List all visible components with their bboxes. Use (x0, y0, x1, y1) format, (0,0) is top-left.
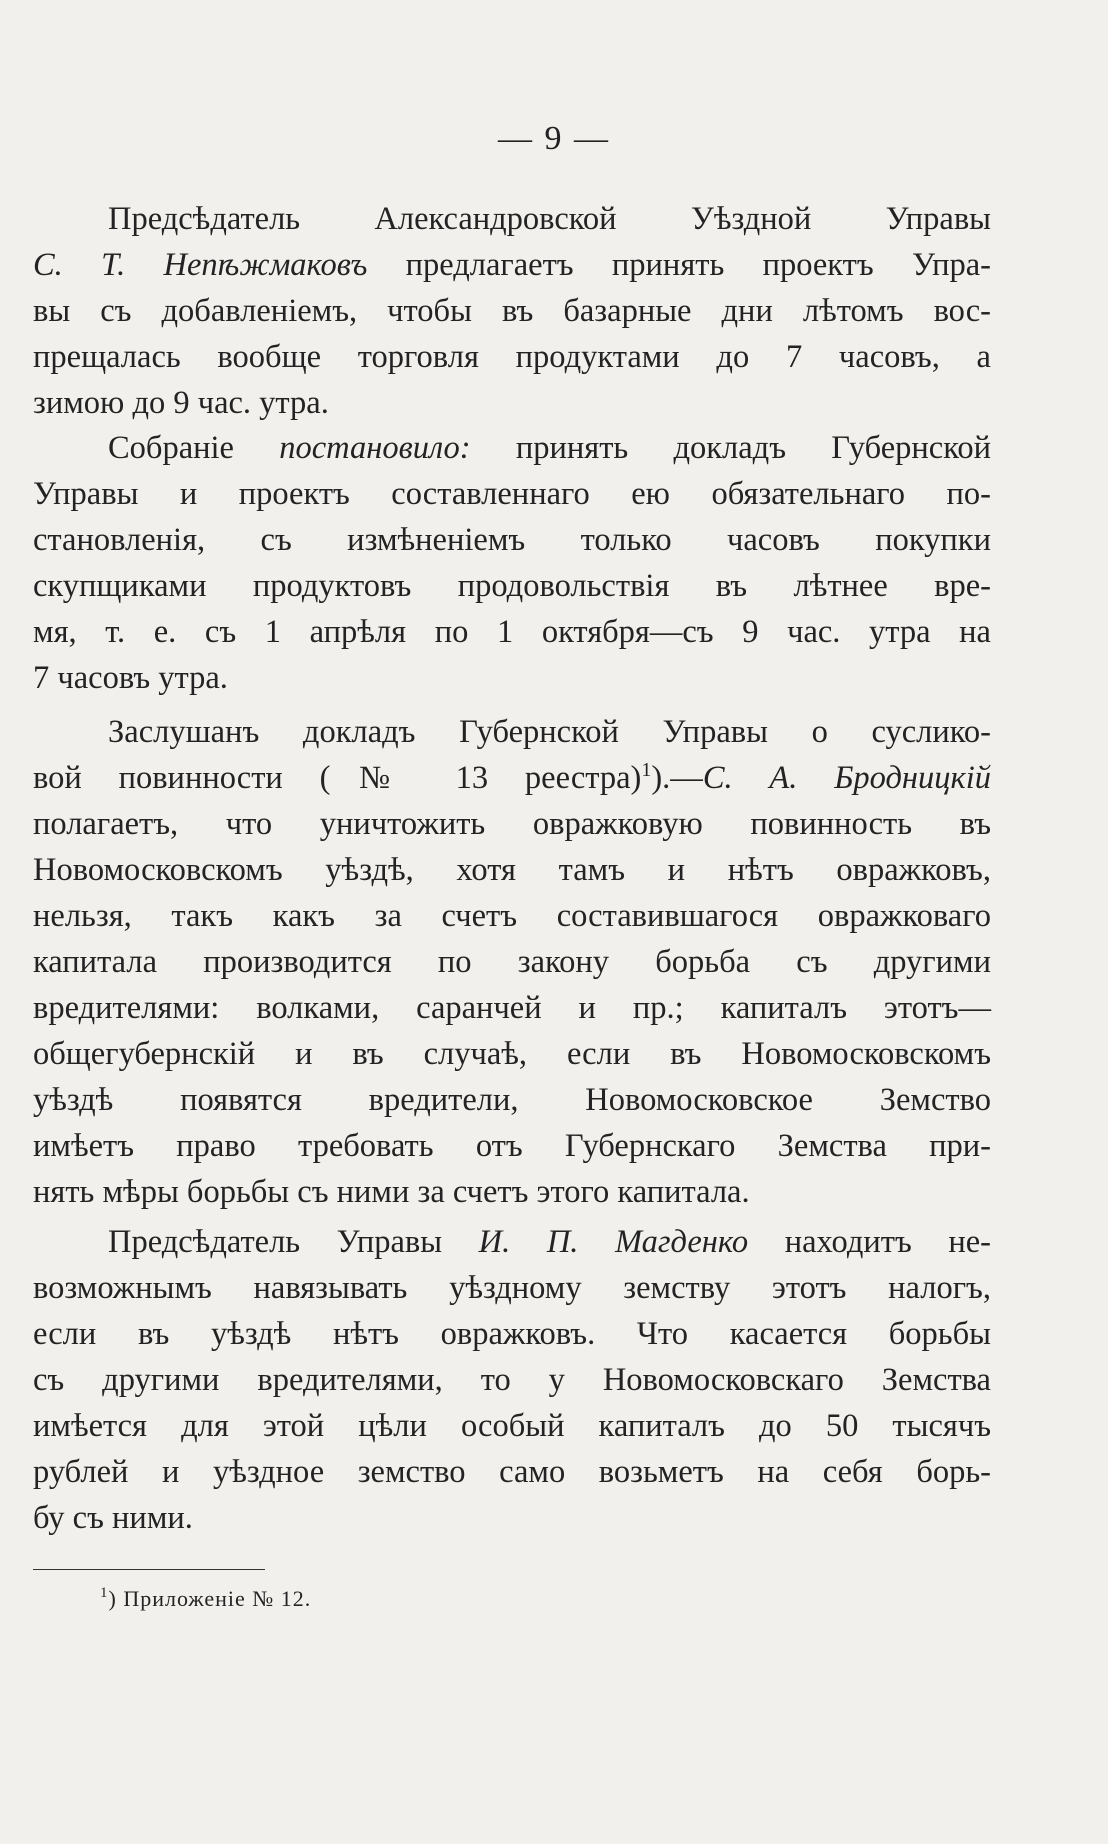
footnote-divider (33, 1569, 265, 1570)
text-line: общегубернскій и въ случаѣ, если въ Новомосковскомъ (33, 1036, 991, 1072)
text-line: полагаетъ, что уничтожить овражковую повинность въ (33, 806, 991, 842)
person-name: С. А. Бродницкій (702, 760, 991, 796)
text-line: Собраніе постановило: принять докладъ Губернской (108, 430, 991, 466)
text-line: зимою до 9 час. утра. (33, 385, 329, 421)
person-name: С. Т. Непѣжмаковъ (33, 247, 368, 283)
text-line: нельзя, такъ какъ за счетъ составившагося овражковаго (33, 898, 991, 934)
text-line: становленія, съ измѣненіемъ только часовъ покупки (33, 522, 991, 558)
text-line: бу съ ними. (33, 1500, 193, 1536)
footnote-marker: 1 (100, 1585, 109, 1601)
resolution-word: постановило: (279, 430, 471, 466)
text-line: если въ уѣздѣ нѣтъ овражковъ. Что касается борьбы (33, 1316, 991, 1352)
text-line: имѣется для этой цѣли особый капиталъ до 50 тысячъ (33, 1408, 991, 1444)
paragraph-3 (33, 709, 991, 1215)
text-line: уѣздѣ появятся вредители, Новомосковское Земство (33, 1082, 991, 1118)
person-name: И. П. Магденко (478, 1224, 749, 1260)
text-line: имѣетъ право требовать отъ Губернскаго Земства при- (33, 1128, 991, 1164)
text-line: Предсѣдатель Александровской Уѣздной Управы (108, 201, 991, 237)
text-line: мя, т. е. съ 1 апрѣля по 1 октября—съ 9 час. утра на (33, 614, 991, 650)
text-line: С. Т. Непѣжмаковъ предлагаетъ принять проектъ Упра- (33, 247, 991, 283)
paragraph-2 (33, 425, 991, 701)
text-line: прещалась вообще торговля продуктами до 7 часовъ, а (33, 339, 991, 375)
page-number: — 9 — (498, 120, 610, 157)
text-line: вой повинности (№ 13 реестра)$^1$).—С. А. Бродницкій (33, 759, 991, 796)
footnote-reference: 1 (641, 759, 652, 781)
text-line: вредителями: волками, саранчей и пр.; капиталъ этотъ— (33, 990, 991, 1026)
paragraph-1 (33, 196, 991, 426)
text-line: Предсѣдатель Управы И. П. Магденко находитъ не- (108, 1224, 991, 1260)
text-line: 7 часовъ утра. (33, 660, 228, 696)
text-line: рублей и уѣздное земство само возьметъ на себя борь- (33, 1454, 991, 1490)
text-line: Заслушанъ докладъ Губернской Управы о суслико- (108, 714, 991, 750)
footnote (100, 1586, 311, 1612)
text-line: скупщиками продуктовъ продовольствія въ лѣтнее вре- (33, 568, 991, 604)
paragraph-4 (33, 1219, 991, 1541)
text-line: возможнымъ навязывать уѣздному земству этотъ налогъ, (33, 1270, 991, 1306)
text-line: вы съ добавленіемъ, чтобы въ базарные дни лѣтомъ вос- (33, 293, 991, 329)
text-line: Управы и проектъ составленнаго ею обязательнаго по- (33, 476, 991, 512)
text-line: нять мѣры борьбы съ ними за счетъ этого капитала. (33, 1174, 750, 1210)
text-line: съ другими вредителями, то у Новомосковскаго Земства (33, 1362, 991, 1398)
text-line: Новомосковскомъ уѣздѣ, хотя тамъ и нѣтъ овражковъ, (33, 852, 991, 888)
text-line: капитала производится по закону борьба съ другими (33, 944, 991, 980)
footnote-text: ) Приложеніе № 12. (108, 1586, 312, 1611)
